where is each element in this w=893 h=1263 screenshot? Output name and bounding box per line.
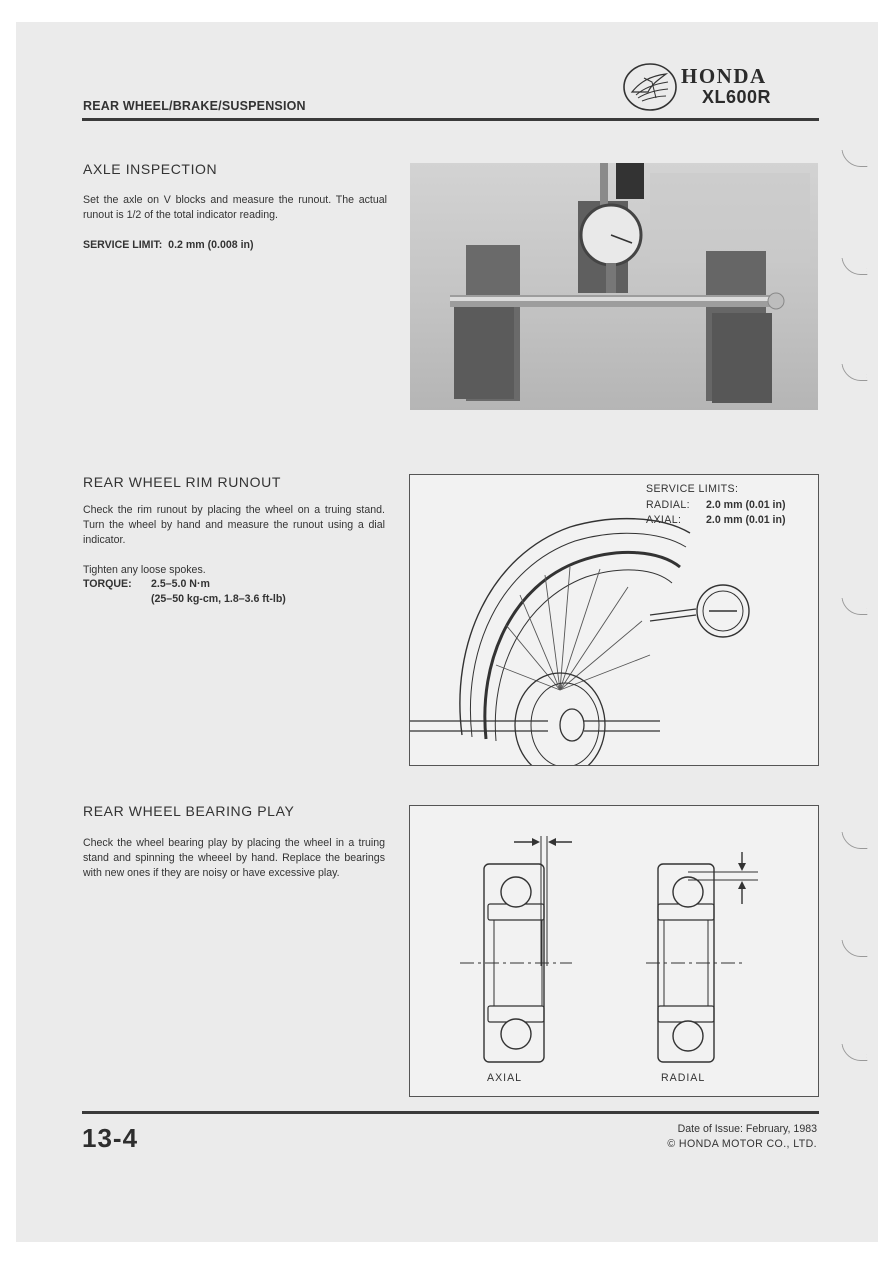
axial-label: AXIAL (487, 1072, 523, 1084)
rim-radial-label: RADIAL: (646, 499, 691, 511)
copyright: © HONDA MOTOR CO., LTD. (667, 1138, 817, 1150)
rim-text: Check the rim runout by placing the wheel on a truing stand. Turn the wheel by hand and measure the runout using a dial indicator. (83, 504, 385, 546)
axle-text: Set the axle on V blocks and measure the runout. The actual runout is 1/2 of the total indicator reading. (83, 194, 387, 221)
model-name: XL600R (702, 87, 772, 107)
torque-alt: (25–50 kg-cm, 1.8–3.6 ft-lb) (151, 593, 286, 605)
issue-date: Date of Issue: February, 1983 (677, 1123, 817, 1135)
spokes-text: Tighten any loose spokes. (83, 564, 206, 576)
bearing-text: Check the wheel bearing play by placing the wheel in a truing stand and spinning the wheeel by hand. Replace the bearings with new ones if they are noisy or have excessive play. (83, 837, 385, 879)
bearing-play-figure (409, 805, 819, 1097)
honda-wing-icon (622, 62, 678, 112)
rim-limits-title: SERVICE LIMITS: (646, 483, 739, 495)
bearing-heading: REAR WHEEL BEARING PLAY (83, 803, 295, 819)
axle-limit-value: 0.2 mm (0.008 in) (168, 239, 254, 251)
axle-inspection-photo (410, 163, 818, 410)
radial-bearing-diagram (646, 852, 758, 1062)
torque-value: 2.5–5.0 N·m (151, 578, 210, 590)
axle-heading: AXLE INSPECTION (83, 161, 218, 177)
header-rule (82, 118, 819, 121)
rim-axial-value: 2.0 mm (0.01 in) (706, 514, 786, 526)
footer-rule (82, 1111, 819, 1114)
rim-heading: REAR WHEEL RIM RUNOUT (83, 474, 281, 490)
rim-runout-figure (409, 474, 819, 766)
axle-limit-label: SERVICE LIMIT: (83, 239, 163, 251)
section-title: REAR WHEEL/BRAKE/SUSPENSION (83, 99, 306, 113)
torque-label: TORQUE: (83, 578, 132, 590)
rim-axial-label: AXIAL: (646, 514, 682, 526)
page-number: 13-4 (82, 1123, 139, 1153)
axle-service-limit (83, 238, 387, 253)
radial-label: RADIAL (661, 1072, 706, 1084)
brand-name: HONDA (681, 64, 767, 88)
axial-bearing-diagram (460, 836, 572, 1062)
rim-radial-value: 2.0 mm (0.01 in) (706, 499, 786, 511)
